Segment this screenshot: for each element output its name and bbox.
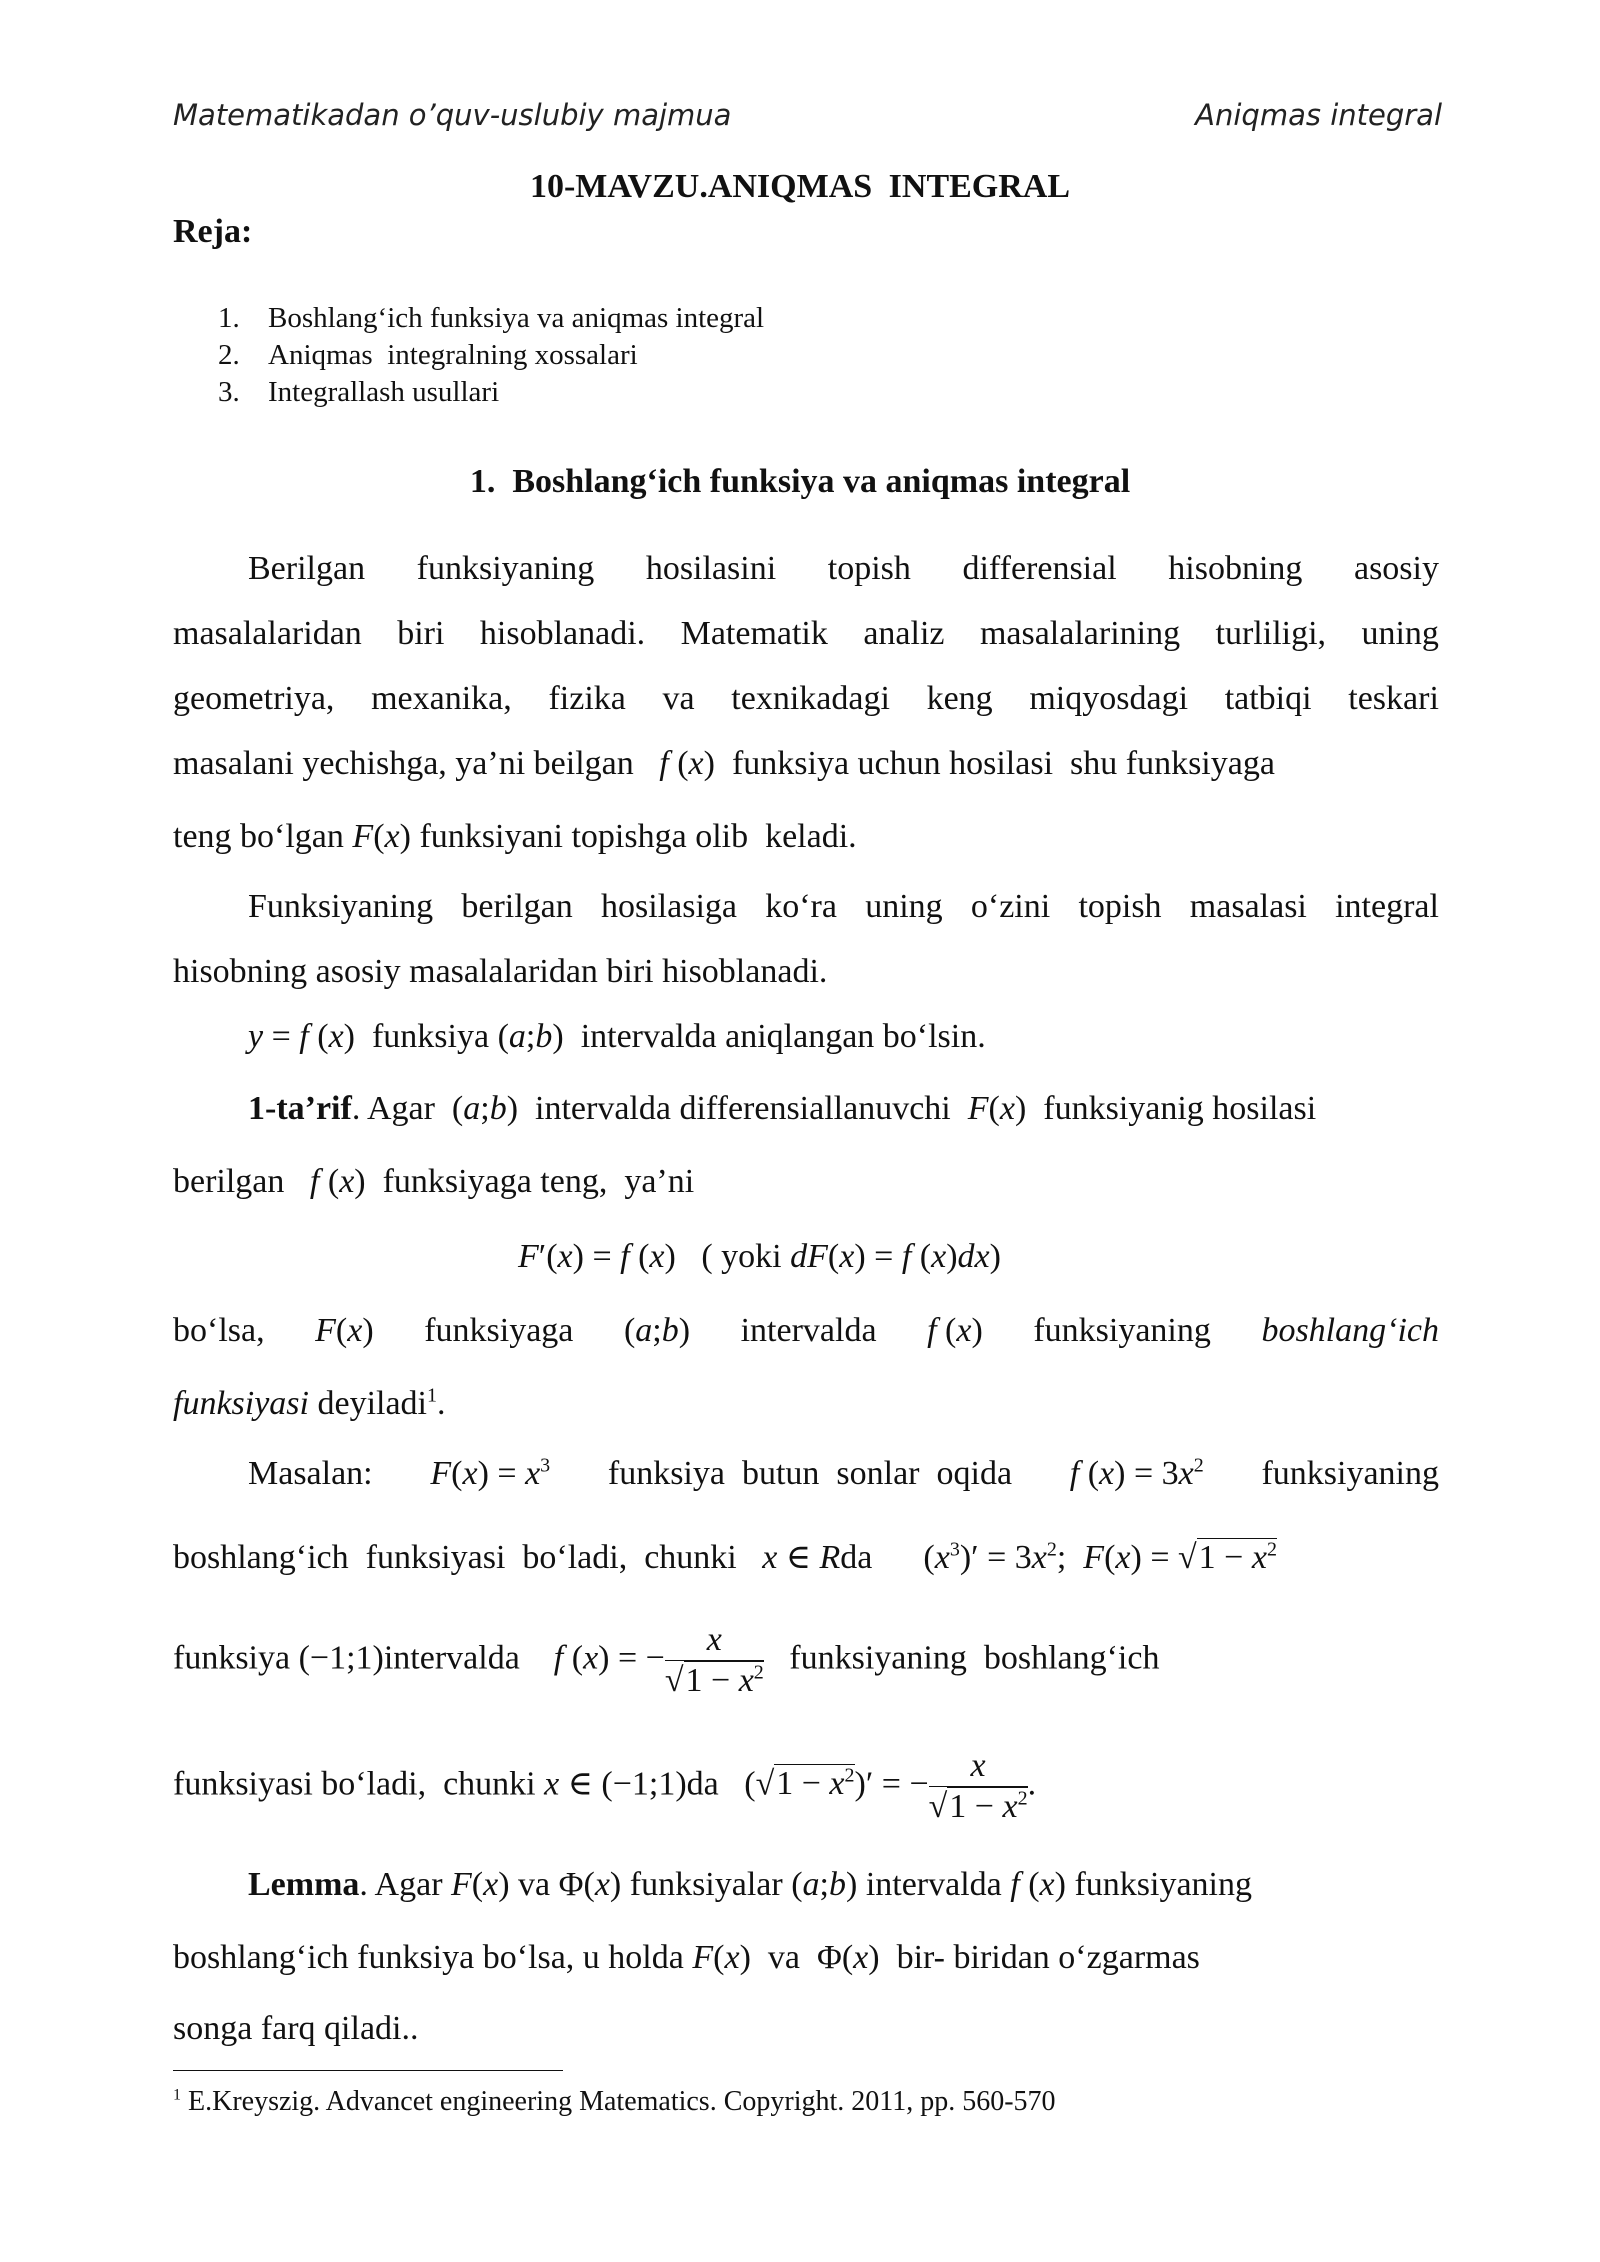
word: masalalaridan [173,615,362,652]
justified-line [173,680,1439,718]
word: hisobning [1168,550,1303,587]
word: uning [865,888,943,925]
text-run: funksiyaning [1074,1866,1252,1903]
word: ko‘ra [765,888,837,925]
example-line-3: funksiya (−1;1)intervalda f (x) = − $\frac{x}{√1 - x^2}$ funksiyaning boshlang‘ich [173,1621,1160,1699]
fraction: $\frac{x}{√1 - x^2}$ [928,1747,1028,1825]
text-run: intervalda [740,1312,877,1349]
word: tatbiqi [1224,680,1312,717]
lemma-line-2: boshlang‘ich funksiya bo‘lsa, u holda F(x) va Φ(x) bir- biridan o‘zgarmas [173,1939,1200,1976]
word: texnikadagi [731,680,890,717]
word: va [662,680,695,717]
definition-conclusion-line-2: funksiyasi deyiladi$^1$. [173,1384,446,1422]
text-run: funksiya uchun hosilasi shu funksiyaga [731,745,1275,782]
text-run: ( yoki [701,1238,782,1275]
text-run: funksiyanig hosilasi [1043,1090,1317,1127]
lemma-line-1: Lemma. Agar F(x) va Φ(x) funksiyalar (a;b) intervalda f (x) funksiyaning [248,1866,1252,1903]
justified-line [173,615,1439,653]
term-italic: funksiyasi [173,1385,309,1422]
word: analiz [863,615,945,652]
justified-line [248,888,1439,926]
text-run: Masalan: [248,1455,373,1492]
plan-item [218,374,764,411]
text-run: funksiyaga [424,1312,574,1349]
word: miqyosdagi [1029,680,1189,717]
word: differensial [962,550,1117,587]
paragraph-3: y = f (x) funksiya (a;b) intervalda aniqlangan bo‘lsin. [248,1018,986,1055]
word: keng [926,680,993,717]
running-header-left: Matematikadan o’quv-uslubiy majmua [173,98,732,132]
plan-heading: Reja: [173,213,253,250]
definition-line-2: berilgan f (x) funksiyaga teng, ya’ni [173,1163,695,1200]
text-run: . Agar [359,1866,443,1903]
word: turliligi, [1215,615,1327,652]
text-run: intervalda differensiallanuvchi [535,1090,951,1127]
plan-item [218,300,764,337]
footnote-separator [173,2070,563,2071]
plan-item-text: Aniqmas integralning xossalari [268,339,638,371]
footnote-reference: 1 [427,1384,438,1407]
paragraph-1-line-5: teng bo‘lgan F(x) funksiyani topishga olib keladi. [173,818,857,855]
text-run: funksiya butun sonlar oqida [607,1455,1013,1492]
text-run: bir- biridan o‘zgarmas [896,1939,1200,1976]
text-run: funksiya [371,1018,490,1055]
word: asosiy [1353,550,1439,587]
plan-item-number: 1. [218,302,240,334]
text-run: intervalda aniqlangan bo‘lsin. [580,1018,986,1055]
text-run: berilgan [173,1163,285,1200]
text-run: funksiyalar [629,1866,783,1903]
definition-conclusion-line-1: bo‘lsa, F(x) funksiyaga (a;b) intervalda f (x) funksiyaning boshlang‘ich [173,1312,1439,1349]
plan-item [218,337,764,374]
word: hosilasini [645,550,777,587]
text-run: boshlang‘ich funksiya bo‘lsa, u holda [173,1939,684,1976]
word: o‘zini [970,888,1051,925]
text-run: va [767,1939,800,1976]
text-run: boshlang‘ich funksiyasi bo‘ladi, chunki [173,1539,737,1576]
text-run: intervalda [865,1866,1002,1903]
text-run: deyiladi [317,1385,428,1422]
footnote-mark: 1 [173,2086,181,2104]
paragraph-1-line-4: masalani yechishga, ya’ni beilgan f (x) funksiya uchun hosilasi shu funksiyaga [173,745,1275,782]
text-run: funksiyaga teng, ya’ni [382,1163,695,1200]
word: topish [827,550,911,587]
text-run: da [686,1765,719,1803]
text-run: da [840,1539,873,1576]
definition-equation: F′(x) = f (x) ( yoki dF(x) = f (x)dx) [518,1238,1001,1275]
word: masalalarining [979,615,1181,652]
word: mexanika, [371,680,512,717]
text-run: funksiyaning [1261,1455,1439,1492]
text-run: bo‘lsa, [173,1312,265,1349]
word: funksiyaning [416,550,595,587]
word: hosilasiga [601,888,737,925]
text-run: intervalda [383,1639,520,1677]
footnote [173,2086,1056,2118]
justified-line [248,550,1439,588]
definition-line-1: 1-ta’rif. Agar (a;b) intervalda differensiallanuvchi F(x) funksiyanig hosilasi [248,1090,1317,1127]
term-italic: boshlang‘ich [1261,1312,1439,1349]
section-title: 1. Boshlang‘ich funksiya va aniqmas integral [469,463,1131,500]
word: Matematik [680,615,828,652]
paragraph-2-line-2: hisobning asosiy masalalaridan biri hisoblanadi. [173,953,828,990]
word: topish [1078,888,1162,925]
text-run: funksiyasi bo‘ladi, chunki [173,1765,536,1803]
example-line-4: funksiyasi bo‘ladi, chunki x ∈ (−1;1)da $(√1 - x^2)'$ = − $\frac{x}{√1 - x^2}$ . [173,1747,1037,1825]
word: berilgan [461,888,573,925]
text-run: funksiya [173,1639,291,1677]
running-header-right: Aniqmas integral [1195,98,1442,132]
plan-item-number: 2. [218,339,240,371]
plan-list [218,300,764,411]
text-run: . Agar [351,1090,435,1127]
word: fizika [548,680,626,717]
example-line-2: boshlang‘ich funksiyasi bo‘ladi, chunki x ∈ Rda $(x^3)' = 3x^2$; $F(x) = √1 - x^2$ [173,1538,1277,1576]
text-run: funksiyaning boshlang‘ich [789,1639,1160,1677]
word: Berilgan [248,550,366,587]
word: hisoblanadi. [479,615,646,652]
plan-item-text: Boshlang‘ich funksiya va aniqmas integral [268,302,765,334]
definition-label: 1-ta’rif [248,1090,352,1127]
example-line-1: Masalan: $F(x) = x^3$ funksiya butun sonlar oqida f $(x) = 3x^2$ funksiyaning [248,1454,1439,1492]
word: integral [1335,888,1439,925]
word: biri [397,615,445,652]
word: teskari [1348,680,1439,717]
lemma-label: Lemma [248,1866,360,1903]
math-f-of-x: f [659,745,669,782]
word: uning [1361,615,1439,652]
math-F-of-x: F [352,818,374,855]
plan-item-text: Integrallash usullari [268,376,500,408]
word: geometriya, [173,680,335,717]
word: masalasi [1189,888,1307,925]
lemma-line-3: songa farq qiladi.. [173,2010,419,2047]
text-run: funksiyaning [1033,1312,1211,1349]
plan-item-number: 3. [218,376,240,408]
text-run: va [518,1866,551,1903]
document-title: 10-MAVZU.ANIQMAS INTEGRAL [529,168,1071,205]
text-run: teng bo‘lgan [173,818,344,855]
text-run: masalani yechishga, ya’ni beilgan [173,745,634,782]
text-run: funksiyani topishga olib keladi. [419,818,857,855]
word: Funksiyaning [248,888,434,925]
footnote-text: E.Kreyszig. Advancet engineering Matematics. Copyright. 2011, pp. 560-570 [188,2086,1056,2117]
fraction: $\frac{x}{√1 - x^2}$ [664,1621,764,1699]
